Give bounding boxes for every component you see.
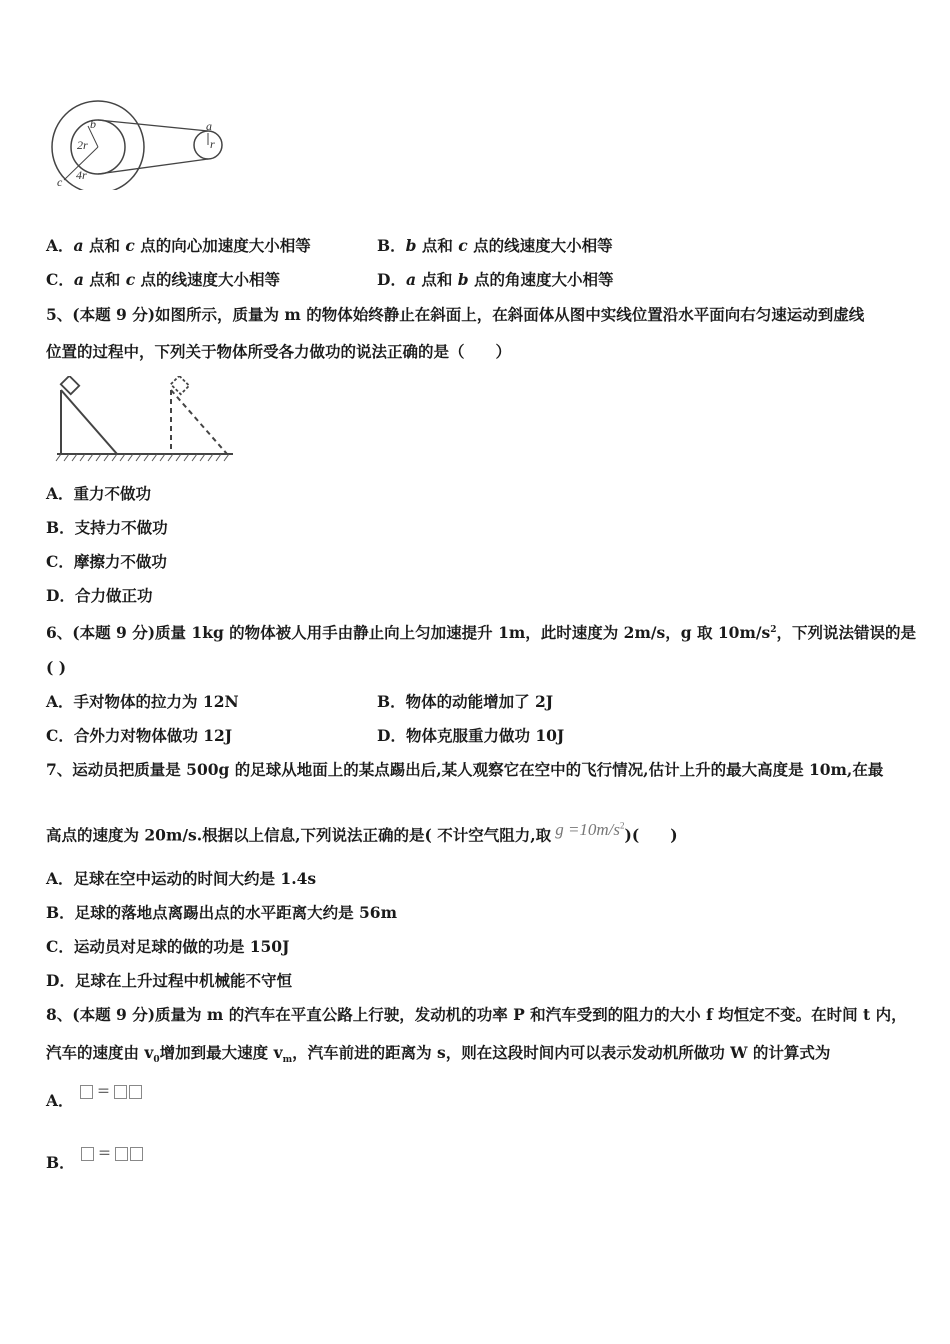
- q5-stem-line2: 位置的过程中，下列关于物体所受各力做功的说法正确的是（ ）: [46, 342, 512, 361]
- q6-option-d: D．物体克服重力做功 10J: [377, 726, 565, 745]
- q5-option-a: A．重力不做功: [46, 484, 152, 503]
- ground-hatching: [56, 454, 229, 461]
- missing-glyph-box: [129, 1085, 142, 1099]
- label-a: a: [206, 119, 212, 133]
- label-2r: 2r: [77, 138, 88, 152]
- large-wheel: [52, 101, 144, 190]
- q5-option-c: C．摩擦力不做功: [46, 552, 167, 571]
- missing-glyph-box: [114, 1085, 127, 1099]
- q7-option-a: A．足球在空中运动的时间大约是 1.4s: [46, 869, 317, 888]
- q6-stem-line2: ( ): [46, 658, 67, 677]
- q5-option-d: D．合力做正功: [46, 586, 153, 605]
- incline-diagram: [55, 376, 235, 466]
- q6-option-a: A．手对物体的拉力为 12N: [46, 692, 239, 711]
- incline-dashed-slope: [171, 390, 227, 454]
- q8-option-a: A． =: [46, 1090, 143, 1112]
- q8-stem-line1: 8、(本题 9 分)质量为 m 的汽车在平直公路上行驶，发动机的功率 P 和汽车受到的阻力的大小 f 均恒定不变。在时间 t 内，: [46, 1005, 907, 1024]
- q6-option-c: C．合外力对物体做功 12J: [46, 726, 233, 745]
- q7-option-d: D．足球在上升过程中机械能不守恒: [46, 971, 292, 990]
- q4-option-b: B．b 点和 c 点的线速度大小相等: [377, 236, 613, 255]
- label-c: c: [57, 175, 63, 189]
- q8-option-b: B． =: [46, 1152, 144, 1174]
- q6-option-b: B．物体的动能增加了 2J: [377, 692, 554, 711]
- pulley-diagram: [50, 98, 225, 190]
- belt-bottom: [98, 159, 208, 174]
- q8-option-b-formula: =: [80, 1143, 144, 1162]
- q7-formula: $g =10m/s^2$: [555, 819, 625, 839]
- q4-option-d: D．a 点和 b 点的角速度大小相等: [377, 270, 614, 289]
- q5-option-b: B．支持力不做功: [46, 518, 168, 537]
- q4-option-a: A．a 点和 c 点的向心加速度大小相等: [46, 236, 311, 255]
- missing-glyph-box: [81, 1147, 94, 1161]
- missing-glyph-box: [80, 1085, 93, 1099]
- q7-stem-line2: 高点的速度为 20m/s.根据以上信息,下列说法正确的是( 不计空气阻力,取 $g =10m/s^2$)( ): [46, 819, 678, 845]
- q7-option-b: B．足球的落地点离踢出点的水平距离大约是 56m: [46, 903, 397, 922]
- missing-glyph-box: [130, 1147, 143, 1161]
- q8-option-a-formula: =: [79, 1081, 143, 1100]
- label-b: b: [90, 117, 96, 131]
- q7-stem-line1: 7、运动员把质量是 500g 的足球从地面上的某点踢出后,某人观察它在空中的飞行情况,估计上升的最大高度是 10m,在最: [46, 760, 884, 779]
- q7-option-c: C．运动员对足球的做的功是 150J: [46, 937, 290, 956]
- missing-glyph-box: [115, 1147, 128, 1161]
- q4-option-c: C．a 点和 c 点的线速度大小相等: [46, 270, 281, 289]
- q5-stem-line1: 5、(本题 9 分)如图所示，质量为 m 的物体始终静止在斜面上，在斜面体从图中实线位置沿水平面向右匀速运动到虚线: [46, 305, 865, 324]
- label-r: r: [210, 137, 215, 151]
- q6-stem-line1: 6、(本题 9 分)质量 1kg 的物体被人用手由静止向上匀加速提升 1m，此时速度为 2m/s，g 取 $10m/s^2$，下列说法错误的是: [46, 623, 917, 643]
- incline-solid-slope: [61, 390, 117, 454]
- label-4r: 4r: [76, 168, 87, 182]
- q8-stem-line2: 汽车的速度由 $v_0$增加到最大速度 $v_m$，汽车前进的距离为 s，则在这段时间内可以表示发动机所做功 W 的计算式为: [46, 1043, 831, 1066]
